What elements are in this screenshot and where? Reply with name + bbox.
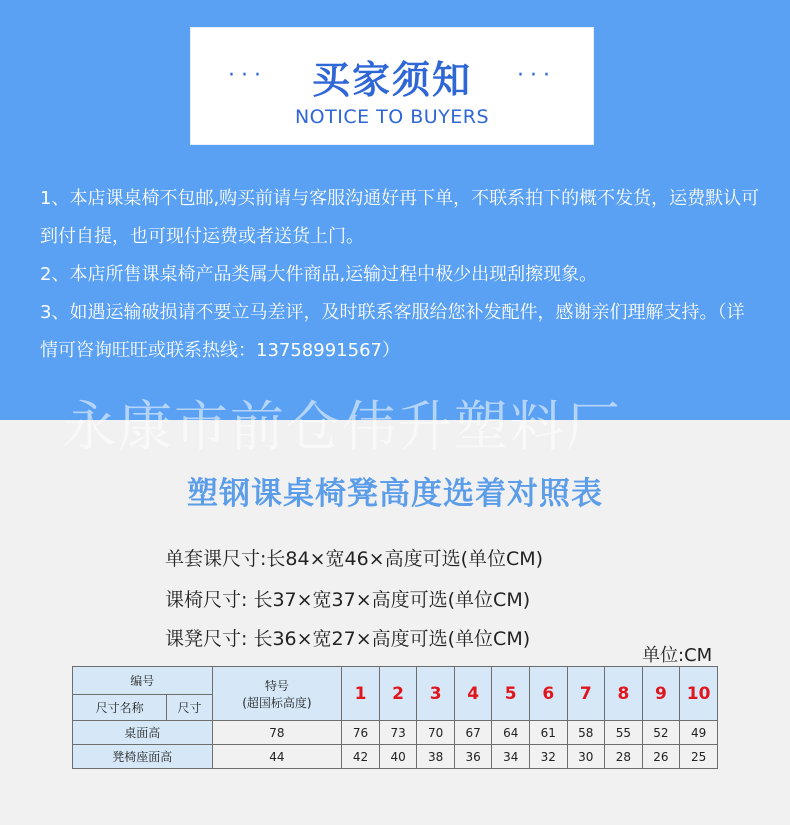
row-label-seat: 凳椅座面高: [73, 745, 213, 769]
cell: 36: [454, 745, 492, 769]
header-num-4: 4: [454, 667, 492, 721]
header-special-label: 特号: [264, 678, 289, 693]
height-table: [72, 666, 718, 769]
header-size: 尺寸: [167, 695, 212, 721]
cell: 73: [379, 721, 417, 745]
cell: 30: [567, 745, 605, 769]
spec-set: 单套课尺寸:长84×宽46×高度可选(单位CM): [165, 548, 544, 570]
cell: 55: [605, 721, 643, 745]
cell: 64: [492, 721, 530, 745]
header-size-name: 尺寸名称: [73, 695, 167, 721]
table-row: [73, 721, 718, 745]
cell: 28: [605, 745, 643, 769]
notice-title-english: NOTICE TO BUYERS: [294, 106, 490, 128]
notice-item-3: 3、如遇运输破损请不要立马差评，及时联系客服给您补发配件，感谢亲们理解支持。（详情可咨询旺旺或联系热线：13758991567）: [40, 302, 745, 361]
row-special: 78: [212, 721, 342, 745]
cell: 42: [342, 745, 380, 769]
header-num-3: 3: [417, 667, 455, 721]
cell: 49: [680, 721, 718, 745]
spec-chair: 课椅尺寸: 长37×宽37×高度可选(单位CM): [165, 589, 531, 611]
header-num-8: 8: [605, 667, 643, 721]
header-num-7: 7: [567, 667, 605, 721]
cell: 38: [417, 745, 455, 769]
decorative-dots-left: ···: [228, 63, 267, 88]
cell: 32: [530, 745, 568, 769]
cell: 58: [567, 721, 605, 745]
header-code: 编号: [73, 667, 213, 695]
cell: 34: [492, 745, 530, 769]
row-label-desk: 桌面高: [73, 721, 213, 745]
cell: 25: [680, 745, 718, 769]
header-num-9: 9: [642, 667, 680, 721]
cell: 70: [417, 721, 455, 745]
unit-label: 单位:CM: [642, 645, 713, 666]
spec-stool: 课凳尺寸: 长36×宽27×高度可选(单位CM): [165, 628, 531, 650]
cell: 61: [530, 721, 568, 745]
watermark-text: 永康市前仓伟升塑料厂: [62, 395, 622, 458]
cell: 67: [454, 721, 492, 745]
header-num-5: 5: [492, 667, 530, 721]
header-num-6: 6: [530, 667, 568, 721]
table-row: [73, 745, 718, 769]
notice-item-1: 1、本店课桌椅不包邮,购买前请与客服沟通好再下单，不联系拍下的概不发货，运费默认可到付自提，也可现付运费或者送货上门。: [40, 188, 760, 247]
height-chart-title: 塑钢课桌椅凳高度选着对照表: [187, 476, 603, 512]
notice-title-box: [190, 27, 594, 145]
notice-item-2: 2、本店所售课桌椅产品类属大件商品,运输过程中极少出现刮擦现象。: [40, 264, 598, 285]
header-num-10: 10: [680, 667, 718, 721]
header-num-2: 2: [379, 667, 417, 721]
cell: 76: [342, 721, 380, 745]
header-num-1: 1: [342, 667, 380, 721]
cell: 52: [642, 721, 680, 745]
decorative-dots-right: ···: [517, 63, 556, 88]
notice-list: [40, 180, 760, 370]
cell: 40: [379, 745, 417, 769]
row-special: 44: [212, 745, 342, 769]
header-special-note: (超国标高度): [242, 695, 312, 710]
cell: 26: [642, 745, 680, 769]
notice-title: 买家须知: [311, 58, 472, 102]
header-special: [212, 667, 342, 721]
